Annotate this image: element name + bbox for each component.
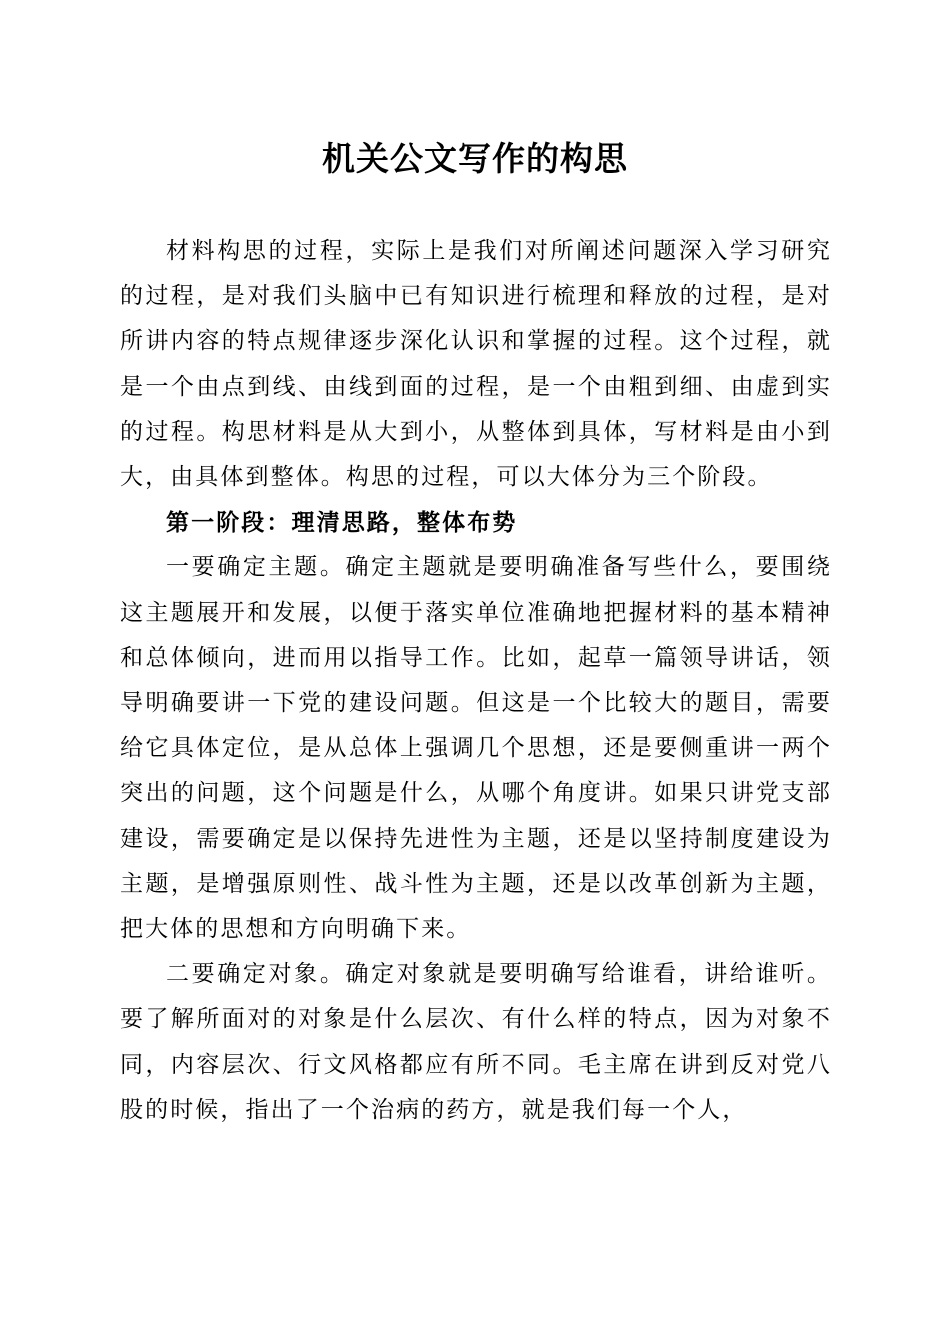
document-title: 机关公文写作的构思 — [322, 139, 628, 178]
intro-paragraph: 材料构思的过程，实际上是我们对所阐述问题深入学习研究的过程，是对我们头脑中已有知识进行梳理和释放的过程，是对所讲内容的特点规律逐步深化认识和掌握的过程。这个过程，就是一个由点到线、由线到面的过程，是一个由粗到细、由虚到实的过程。构思材料是从大到小，从整体到具体，写材料是由小到大，由具体到整体。构思的过程，可以大体分为三个阶段。 — [120, 238, 832, 491]
paragraph-determine-theme: 一要确定主题。确定主题就是要明确准备写些什么，要围绕这主题展开和发展，以便于落实单位准确地把握材料的基本精神和总体倾向，进而用以指导工作。比如，起草一篇领导讲话，领导明确要讲一下党的建设问题。但这是一个比较大的题目，需要给它具体定位，是从总体上强调几个思想，还是要侧重讲一两个突出的问题，这个问题是什么，从哪个角度讲。如果只讲党支部建设，需要确定是以保持先进性为主题，还是以坚持制度建设为主题，是增强原则性、战斗性为主题，还是以改革创新为主题，把大体的思想和方向明确下来。 — [120, 554, 832, 943]
document-body — [120, 229, 832, 1133]
section-heading-stage-one: 第一阶段：理清思路，整体布势 — [166, 509, 518, 537]
paragraph-determine-audience: 二要确定对象。确定对象就是要明确写给谁看，讲给谁听。要了解所面对的对象是什么层次、有什么样的特点，因为对象不同，内容层次、行文风格都应有所不同。毛主席在讲到反对党八股的时候，指出了一个治病的药方，就是我们每一个人， — [120, 961, 832, 1123]
